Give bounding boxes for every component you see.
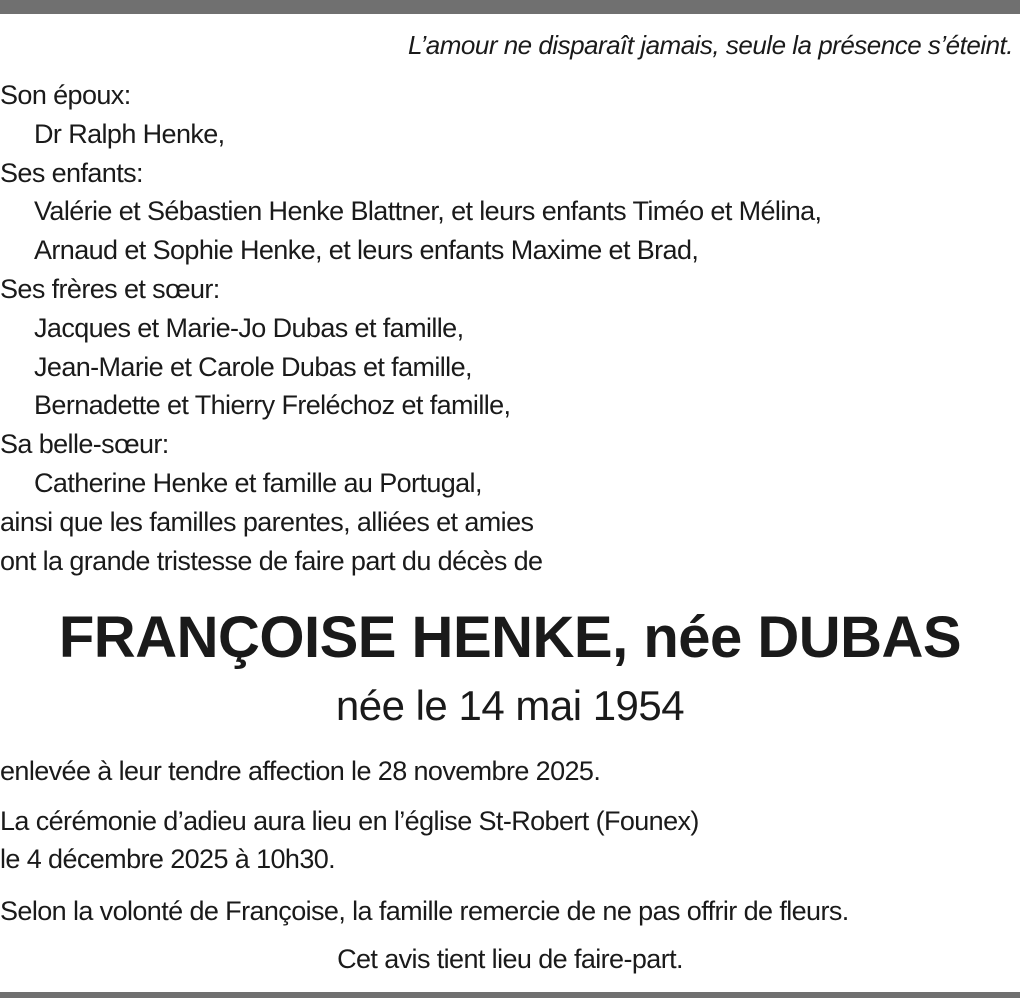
family-line: Valérie et Sébastien Henke Blattner, et leurs enfants Timéo et Mélina, (34, 196, 822, 227)
family-line: Dr Ralph Henke, (34, 118, 225, 149)
flowers-note: Selon la volonté de Françoise, la famille remercie de ne pas offrir de fleurs. (0, 896, 849, 926)
family-line: Jacques et Marie-Jo Dubas et famille, (34, 312, 464, 343)
deceased-name: FRANÇOISE HENKE, née DUBAS (58, 605, 962, 670)
bottom-rule (0, 992, 1020, 998)
family-line: Jean-Marie et Carole Dubas et famille, (34, 351, 472, 382)
family-line: Sa belle-sœur: (0, 429, 169, 460)
ceremony-date: le 4 décembre 2025 à 10h30. (0, 844, 336, 874)
family-line: Bernadette et Thierry Freléchoz et famille, (34, 390, 511, 421)
family-line: ainsi que les familles parentes, alliées et amies (0, 506, 534, 537)
family-line: Arnaud et Sophie Henke, et leurs enfants Maxime et Brad, (34, 235, 699, 266)
family-line: ont la grande tristesse de faire part du décès de (0, 545, 543, 576)
family-list (0, 76, 1010, 580)
ceremony-place: La cérémonie d’adieu aura lieu en l’église St-Robert (Founex) (0, 806, 699, 836)
death-date-line: enlevée à leur tendre affection le 28 novembre 2025. (0, 756, 601, 786)
family-line: Catherine Henke et famille au Portugal, (34, 467, 482, 498)
motto-quote: L’amour ne disparaît jamais, seule la présence s’éteint. (407, 30, 1013, 60)
top-rule (0, 0, 1020, 14)
birth-date: née le 14 mai 1954 (335, 682, 685, 729)
family-line: Ses enfants: (0, 157, 143, 188)
family-line: Son époux: (0, 80, 131, 110)
family-line: Ses frères et sœur: (0, 273, 220, 304)
notice-line: Cet avis tient lieu de faire-part. (337, 944, 683, 974)
